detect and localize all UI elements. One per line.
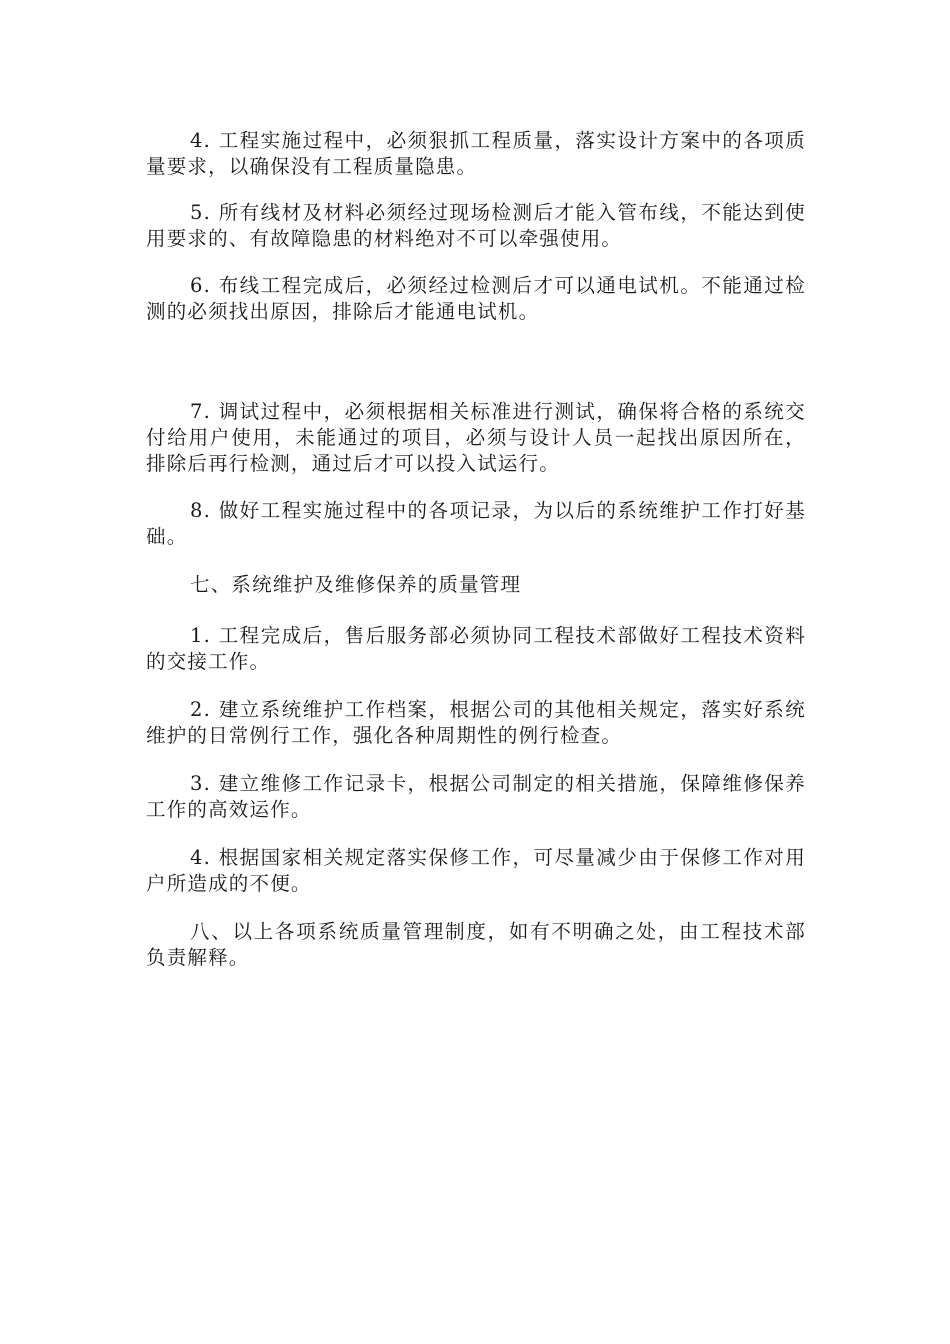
paragraph-maint-4-warranty: 4. 根据国家相关规定落实保修工作，可尽量减少由于保修工作对用户所造成的不便。: [146, 846, 806, 895]
paragraph-item-4-quality: 4. 工程实施过程中，必须狠抓工程质量，落实设计方案中的各项质量要求，以确保没有工程质量隐患。: [146, 129, 806, 178]
paragraph-item-7-debugging: 7. 调试过程中，必须根据相关标准进行测试，确保将合格的系统交付给用户使用，未能通过的项目，必须与设计人员一起找出原因所在，排除后再行检测，通过后才可以投入试运行。: [146, 400, 806, 475]
paragraph-maint-1-handover: 1. 工程完成后，售后服务部必须协同工程技术部做好工程技术资料的交接工作。: [146, 624, 806, 673]
paragraph-maint-2-archive: 2. 建立系统维护工作档案，根据公司的其他相关规定，落实好系统维护的日常例行工作，强化各种周期性的例行检查。: [146, 698, 806, 747]
section-heading-interpretation: 八、以上各项系统质量管理制度，如有不明确之处，由工程技术部负责解释。: [146, 920, 806, 969]
paragraph-item-8-records: 8. 做好工程实施过程中的各项记录，为以后的系统维护工作打好基础。: [146, 499, 806, 548]
paragraph-item-6-wiring-test: 6. 布线工程完成后，必须经过检测后才可以通电试机。不能通过检测的必须找出原因，排除后才能通电试机。: [146, 274, 806, 323]
paragraph-maint-3-record-card: 3. 建立维修工作记录卡，根据公司制定的相关措施，保障维修保养工作的高效运作。: [146, 772, 806, 821]
section-heading-maintenance: 七、系统维护及维修保养的质量管理: [190, 573, 522, 596]
paragraph-item-5-materials: 5. 所有线材及材料必须经过现场检测后才能入管布线，不能达到使用要求的、有故障隐患的材料绝对不可以牵强使用。: [146, 201, 806, 250]
